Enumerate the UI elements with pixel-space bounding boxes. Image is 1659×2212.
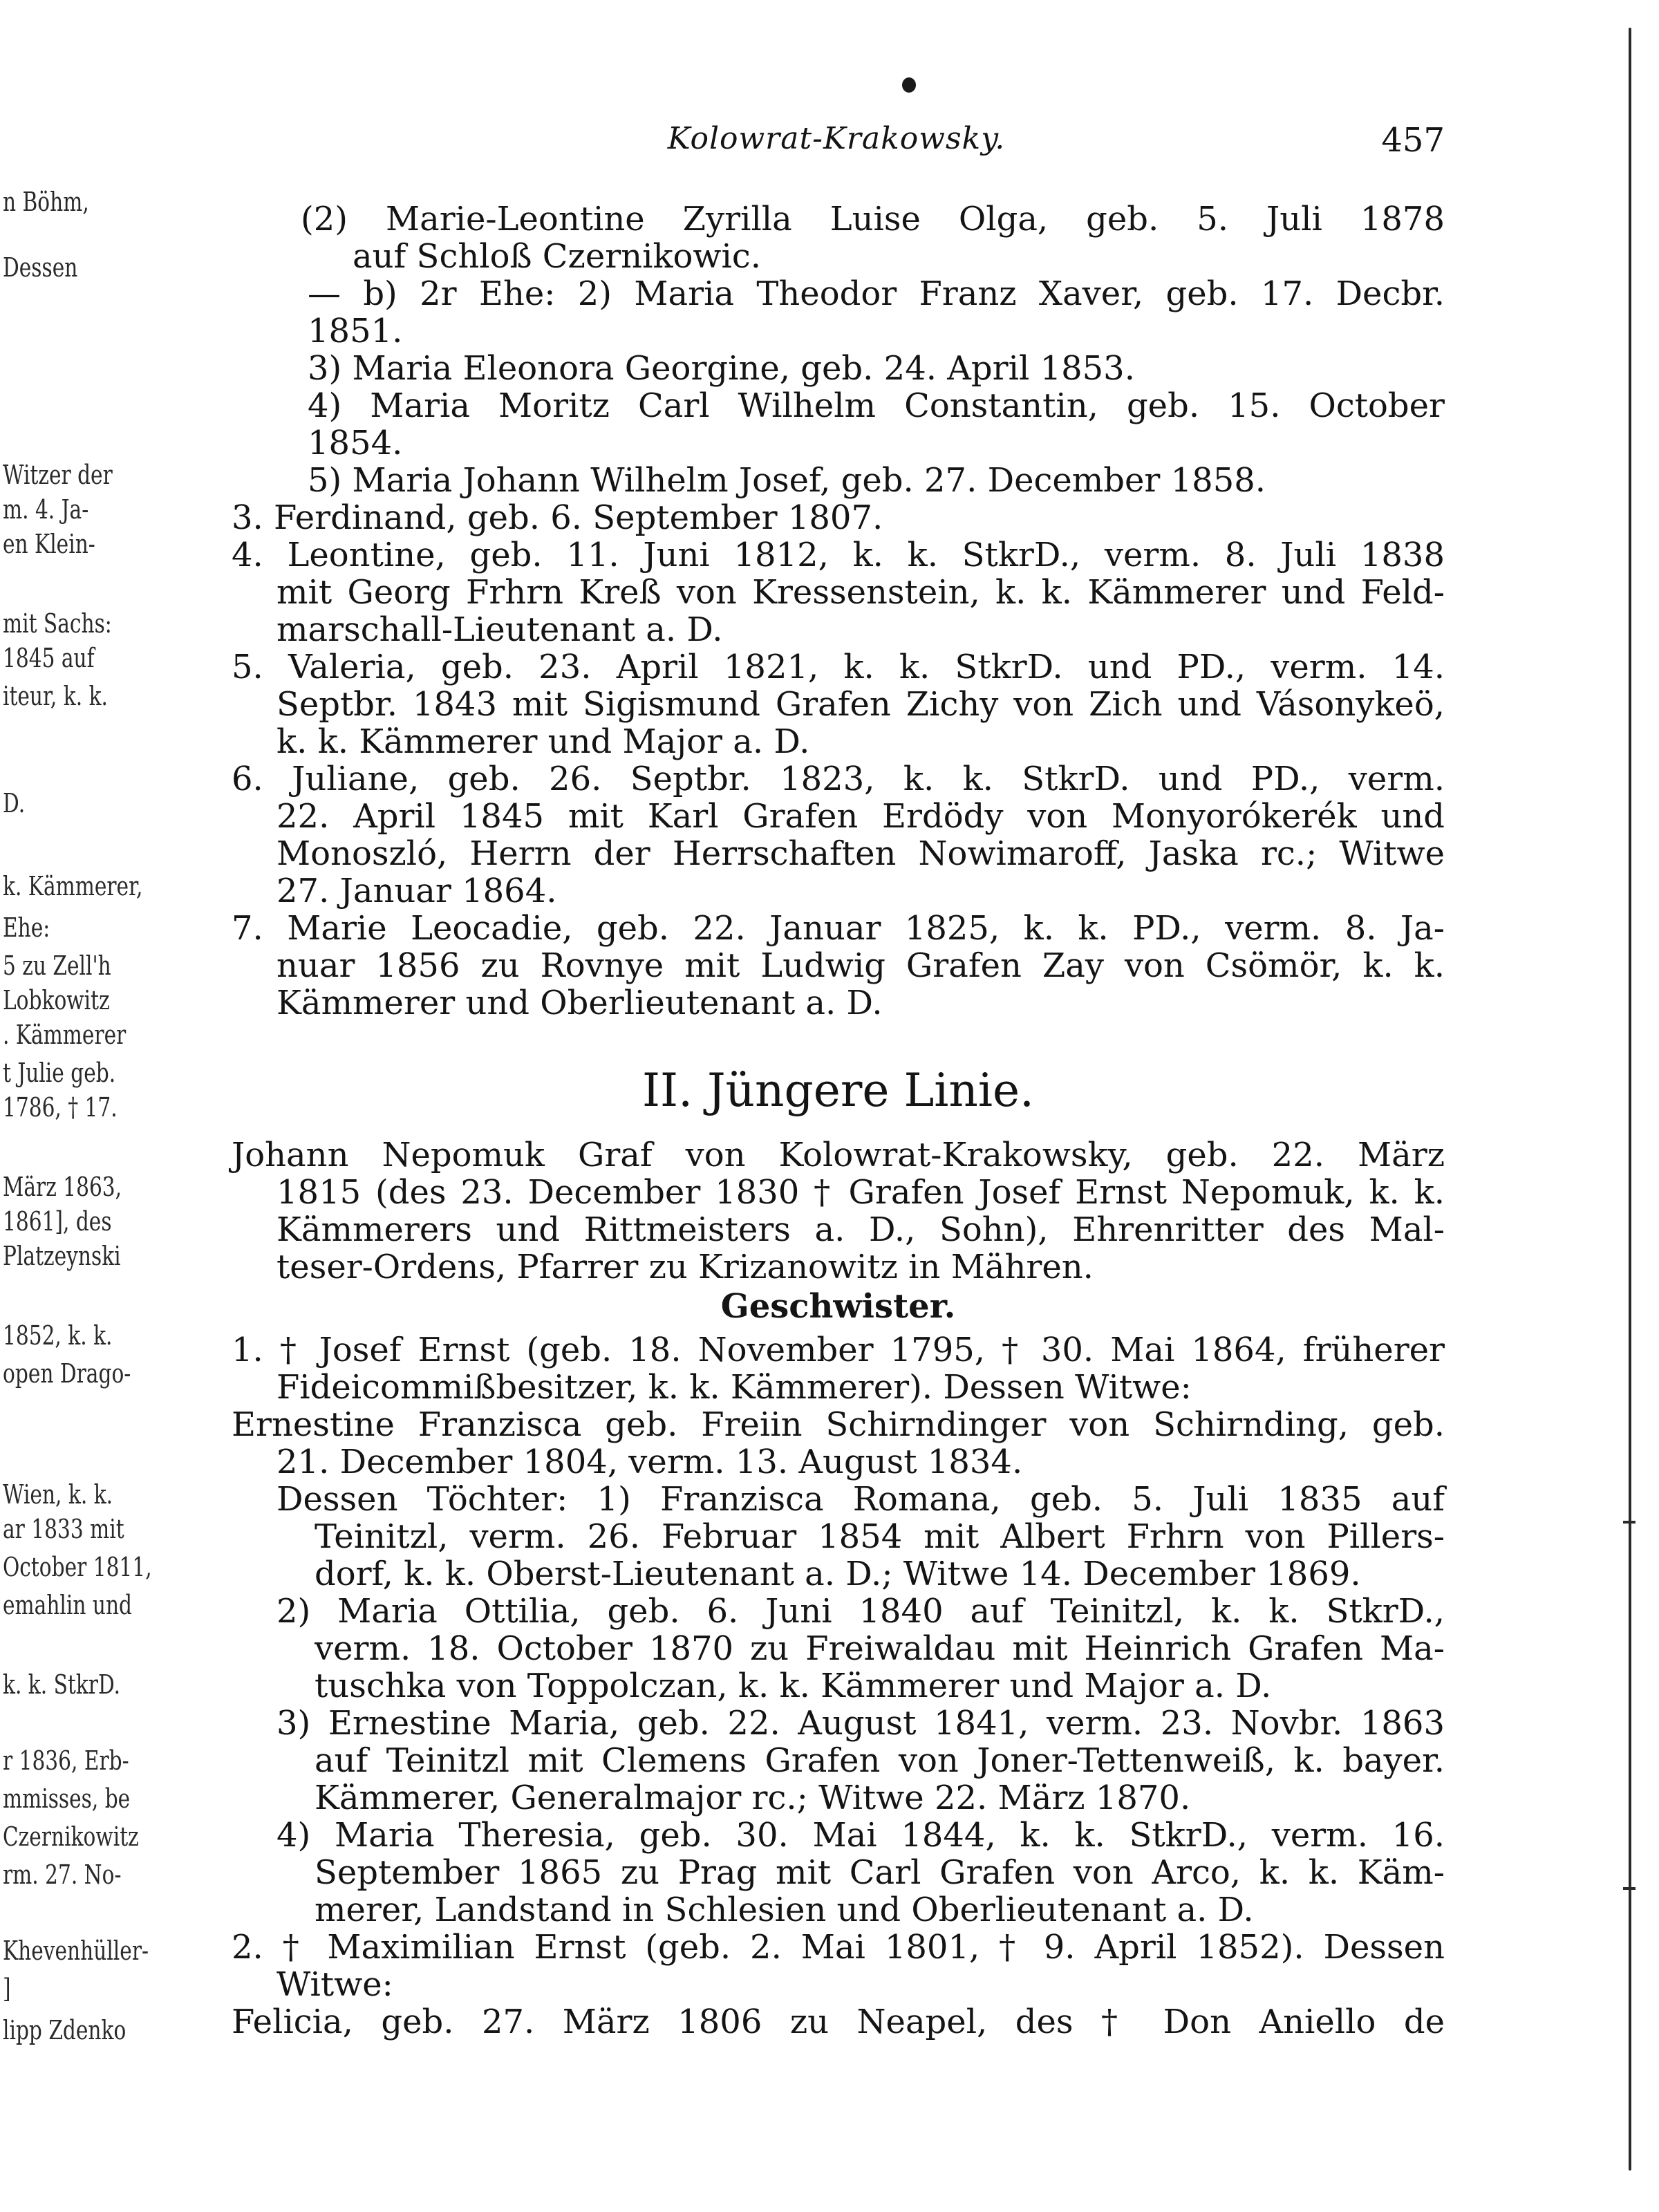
text-line: Dessen Töchter: 1) Franzisca Romana, geb. 5. Juli 1835 auf bbox=[276, 1480, 1445, 1519]
margin-fragment: lipp Zdenko bbox=[3, 2015, 126, 2045]
text-line: verm. 18. October 1870 zu Freiwaldau mit Heinrich Grafen Ma- bbox=[315, 1629, 1445, 1668]
text-line: mit Georg Frhrn Kreß von Kressenstein, k. k. Kämmerer und Feld- bbox=[276, 573, 1445, 612]
text-line: 1815 (des 23. December 1830 † Grafen Josef Ernst Nepomuk, k. k. bbox=[276, 1173, 1445, 1212]
text-line: k. k. Kämmerer und Major a. D. bbox=[276, 722, 810, 761]
text-line: marschall-Lieutenant a. D. bbox=[276, 610, 723, 649]
margin-fragment: t Julie geb. bbox=[3, 1058, 116, 1088]
book-spine-edge bbox=[1629, 28, 1631, 2171]
text-line: 3) Maria Eleonora Georgine, geb. 24. April 1853. bbox=[308, 349, 1135, 388]
margin-fragment: rm. 27. No- bbox=[3, 1859, 122, 1890]
text-line: Kämmerer, Generalmajor rc.; Witwe 22. März 1870. bbox=[315, 1779, 1191, 1817]
margin-fragment: ] bbox=[3, 1974, 11, 2004]
margin-fragment: Czernikowitz bbox=[3, 1821, 139, 1852]
text-line: auf Teinitzl mit Clemens Grafen von Joner-Tettenweiß, k. bayer. bbox=[315, 1741, 1445, 1780]
text-line: Johann Nepomuk Graf von Kolowrat-Krakowsky, geb. 22. März bbox=[232, 1136, 1445, 1174]
text-line: 2) Maria Ottilia, geb. 6. Juni 1840 auf Teinitzl, k. k. StkrD., bbox=[276, 1592, 1445, 1631]
section-title: II. Jüngere Linie. bbox=[641, 1064, 1035, 1117]
text-line: Septbr. 1843 mit Sigismund Grafen Zichy von Zich und Vásonykeö, bbox=[276, 685, 1445, 724]
text-line: nuar 1856 zu Rovnye mit Ludwig Grafen Zay von Csömör, k. k. bbox=[276, 946, 1445, 985]
text-line: dorf, k. k. Oberst-Lieutenant a. D.; Witwe 14. December 1869. bbox=[315, 1555, 1361, 1593]
margin-fragment: k. k. StkrD. bbox=[3, 1669, 121, 1700]
text-line: tuschka von Toppolczan, k. k. Kämmerer und Major a. D. bbox=[315, 1667, 1272, 1705]
text-line: Fideicommißbesitzer, k. k. Kämmerer). Dessen Witwe: bbox=[276, 1368, 1192, 1407]
margin-fragment: 5 zu Zell'h bbox=[3, 950, 111, 981]
text-line: — b) 2r Ehe: 2) Maria Theodor Franz Xaver, geb. 17. Decbr. bbox=[308, 274, 1445, 313]
spine-notch bbox=[1623, 1521, 1635, 1524]
margin-fragment: en Klein- bbox=[3, 529, 95, 559]
margin-fragment: 1786, † 17. bbox=[3, 1092, 118, 1123]
text-line: 7. Marie Leocadie, geb. 22. Januar 1825, k. k. PD., verm. 8. Ja- bbox=[232, 909, 1445, 948]
text-line: 27. Januar 1864. bbox=[276, 872, 557, 910]
text-line: Kämmerer und Oberlieutenant a. D. bbox=[276, 984, 883, 1022]
margin-fragment: ar 1833 mit bbox=[3, 1514, 124, 1544]
margin-fragment: n Böhm, bbox=[3, 187, 89, 217]
margin-fragment: k. Kämmerer, bbox=[3, 871, 143, 901]
margin-fragment: 1845 auf bbox=[3, 643, 95, 673]
text-line: 1. † Josef Ernst (geb. 18. November 1795, † 30. Mai 1864, früherer bbox=[232, 1331, 1445, 1369]
margin-fragment: Platzeynski bbox=[3, 1241, 121, 1271]
text-line: 1851. bbox=[308, 312, 403, 350]
text-line: September 1865 zu Prag mit Carl Grafen von Arco, k. k. Käm- bbox=[315, 1853, 1445, 1892]
text-line: 4) Maria Theresia, geb. 30. Mai 1844, k. k. StkrD., verm. 16. bbox=[276, 1816, 1445, 1855]
margin-fragment: open Drago- bbox=[3, 1358, 131, 1389]
text-line: (2) Marie-Leontine Zyrilla Luise Olga, geb. 5. Juli 1878 bbox=[301, 200, 1445, 238]
margin-fragment: iteur, k. k. bbox=[3, 681, 108, 711]
text-line: teser-Ordens, Pfarrer zu Krizanowitz in Mähren. bbox=[276, 1248, 1094, 1286]
page-body bbox=[232, 200, 1445, 2041]
margin-fragment: D. bbox=[3, 788, 26, 818]
text-line: Teinitzl, verm. 26. Februar 1854 mit Albert Frhrn von Pillers- bbox=[315, 1517, 1445, 1556]
margin-fragment: Ehe: bbox=[3, 912, 50, 943]
margin-fragment: emahlin und bbox=[3, 1590, 133, 1620]
text-line: 3) Ernestine Maria, geb. 22. August 1841, verm. 23. Novbr. 1863 bbox=[276, 1704, 1445, 1743]
text-line: Ernestine Franzisca geb. Freiin Schirndinger von Schirnding, geb. bbox=[232, 1405, 1445, 1444]
margin-fragment: Khevenhüller- bbox=[3, 1936, 149, 1966]
text-line: 6. Juliane, geb. 26. Septbr. 1823, k. k. StkrD. und PD., verm. bbox=[232, 760, 1445, 798]
margin-fragment: Wien, k. k. bbox=[3, 1479, 113, 1510]
text-line: Witwe: bbox=[276, 1965, 393, 2004]
text-line: 2. † Maximilian Ernst (geb. 2. Mai 1801, † 9. April 1852). Dessen bbox=[232, 1928, 1445, 1967]
margin-fragment: Witzer der bbox=[3, 460, 113, 490]
text-line: 4) Maria Moritz Carl Wilhelm Constantin, geb. 15. October bbox=[308, 386, 1445, 425]
text-line: 21. December 1804, verm. 13. August 1834. bbox=[276, 1443, 1023, 1481]
ink-blot bbox=[902, 77, 916, 93]
page-header bbox=[228, 121, 1445, 169]
margin-fragment: r 1836, Erb- bbox=[3, 1745, 129, 1776]
text-line: Monoszló, Herrn der Herrschaften Nowimaroff, Jaska rc.; Witwe bbox=[276, 834, 1445, 873]
text-line: 1854. bbox=[308, 424, 403, 462]
margin-fragment: 1852, k. k. bbox=[3, 1320, 113, 1351]
text-line: 4. Leontine, geb. 11. Juni 1812, k. k. StkrD., verm. 8. Juli 1838 bbox=[232, 536, 1445, 574]
margin-fragment: m. 4. Ja- bbox=[3, 494, 89, 525]
running-head: Kolowrat-Krakowsky. bbox=[667, 121, 1006, 156]
margin-fragment: 1861], des bbox=[3, 1206, 112, 1237]
margin-fragment: mmisses, be bbox=[3, 1783, 131, 1814]
margin-fragment: mit Sachs: bbox=[3, 608, 112, 639]
margin-fragment: Lobkowitz bbox=[3, 985, 110, 1015]
margin-fragment: . Kämmerer bbox=[3, 1020, 126, 1050]
subheading: Geschwister. bbox=[720, 1287, 956, 1326]
text-line: Felicia, geb. 27. März 1806 zu Neapel, des † Don Aniello de bbox=[232, 2003, 1445, 2041]
margin-fragment: März 1863, bbox=[3, 1172, 122, 1202]
text-line: Kämmerers und Rittmeisters a. D., Sohn), Ehrenritter des Mal- bbox=[276, 1210, 1445, 1249]
margin-fragment: Dessen bbox=[3, 252, 78, 283]
spine-notch bbox=[1623, 1887, 1635, 1890]
text-line: merer, Landstand in Schlesien und Oberlieutenant a. D. bbox=[315, 1891, 1254, 1929]
left-margin-bleed bbox=[0, 0, 152, 2212]
text-line: 5. Valeria, geb. 23. April 1821, k. k. StkrD. und PD., verm. 14. bbox=[232, 648, 1445, 686]
text-line: 3. Ferdinand, geb. 6. September 1807. bbox=[232, 498, 883, 537]
margin-fragment: October 1811, bbox=[3, 1552, 152, 1582]
page-number: 457 bbox=[1381, 121, 1445, 160]
text-line: auf Schloß Czernikowic. bbox=[353, 237, 761, 276]
text-line: 5) Maria Johann Wilhelm Josef, geb. 27. December 1858. bbox=[308, 461, 1266, 500]
text-line: 22. April 1845 mit Karl Grafen Erdödy von Monyorókerék und bbox=[276, 797, 1445, 836]
